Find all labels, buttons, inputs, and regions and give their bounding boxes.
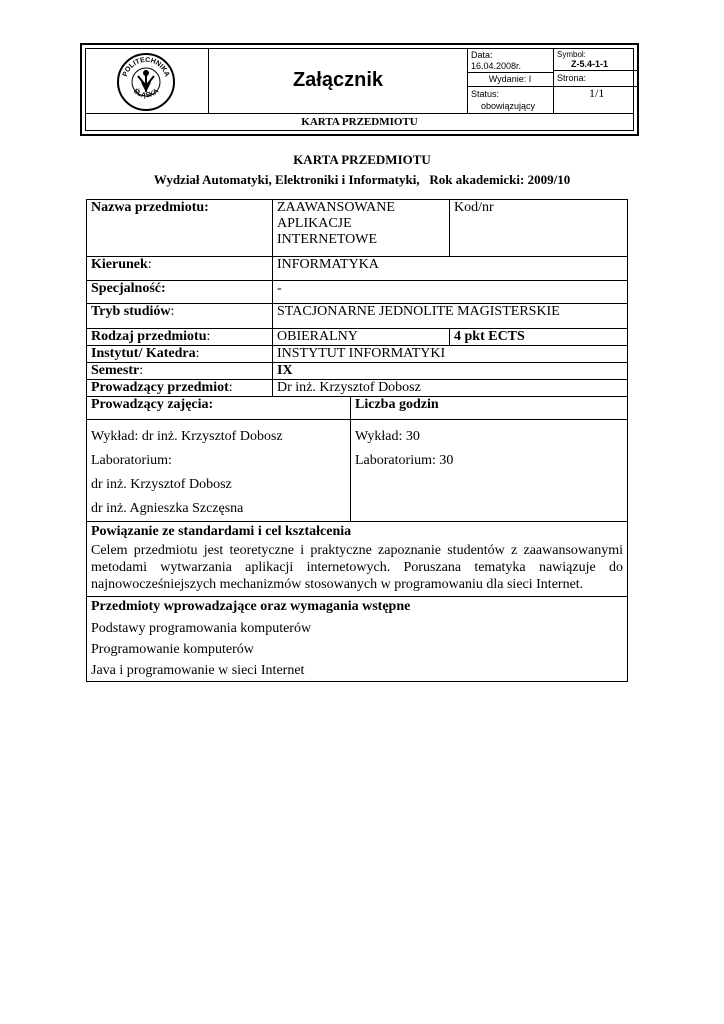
header-divider xyxy=(553,49,554,113)
instructor-item: dr inż. Agnieszka Szczęsna xyxy=(91,501,244,516)
page-label: Strona: xyxy=(557,73,587,83)
date-value: 16.04.2008r. xyxy=(471,61,522,71)
mode-value: STACJONARNE JEDNOLITE MAGISTERSKIE xyxy=(273,304,628,329)
lecturer-label-cell: Prowadzący przedmiot: xyxy=(87,380,273,397)
hours-item: Laboratorium: 30 xyxy=(355,453,454,468)
mode-label: Tryb studiów xyxy=(91,304,171,319)
specialty-label: Specjalność: xyxy=(87,281,273,304)
header-subtitle: KARTA PRZEDMIOTU xyxy=(301,116,418,128)
institute-label-cell: Instytut/ Katedra: xyxy=(87,346,273,363)
row-mode xyxy=(87,304,628,329)
ects-value: 4 pkt ECTS xyxy=(450,329,628,346)
institute-label: Instytut/ Katedra xyxy=(91,346,196,361)
semester-value: IX xyxy=(273,363,628,380)
logo-top-text: POLITECHNIKA xyxy=(121,56,171,78)
hours-label: Liczba godzin xyxy=(351,397,628,420)
row-instructors xyxy=(87,420,628,522)
page-value: 1/1 xyxy=(589,86,605,100)
row-type xyxy=(87,329,628,346)
row-instructors-header xyxy=(87,397,628,420)
instructor-item: dr inż. Krzysztof Dobosz xyxy=(91,477,232,492)
type-value: OBIERALNY xyxy=(273,329,450,346)
header-divider xyxy=(467,72,553,73)
instructor-item: Laboratorium: xyxy=(91,453,172,468)
document-header xyxy=(80,43,639,136)
instructors-list xyxy=(87,420,351,522)
type-label: Rodzaj przedmiotu xyxy=(91,329,207,344)
course-code-label: Kod/nr xyxy=(450,200,628,257)
symbol-value: Z-5.4-1-1 xyxy=(571,59,609,69)
course-name-label: Nazwa przedmiotu: xyxy=(87,200,273,257)
university-logo xyxy=(116,52,176,112)
status-value: obowiązujący xyxy=(481,101,536,111)
instructors-label: Prowadzący zajęcia: xyxy=(87,397,351,420)
date-label: Data: xyxy=(471,50,493,60)
mode-label-cell: Tryb studiów: xyxy=(87,304,273,329)
doc-heading: KARTA PRZEDMIOTU xyxy=(293,152,431,167)
header-inner-frame xyxy=(85,48,634,131)
course-card-table xyxy=(86,199,627,682)
semester-label-cell: Semestr: xyxy=(87,363,273,380)
field-label-cell: Kierunek: xyxy=(87,257,273,281)
lecturer-label: Prowadzący przedmiot xyxy=(91,380,229,395)
institute-value: INSTYTUT INFORMATYKI xyxy=(273,346,628,363)
course-name-text: ZAAWANSOWANE APLIKACJE INTERNETOWE xyxy=(277,200,395,247)
header-divider xyxy=(86,113,633,114)
prereqs-label: Przedmioty wprowadzające oraz wymagania wstępne xyxy=(91,599,411,614)
faculty-line: Wydział Automatyki, Elektroniki i Informatyki, Rok akademicki: 2009/10 xyxy=(153,172,571,187)
header-title: Załącznik xyxy=(292,69,384,91)
header-divider xyxy=(553,70,638,71)
instructor-item: Wykład: dr inż. Krzysztof Dobosz xyxy=(91,429,283,444)
row-goals xyxy=(87,522,628,597)
prereq-item: Programowanie komputerów xyxy=(91,642,254,657)
prereqs-cell xyxy=(87,597,628,682)
status-label: Status: xyxy=(471,89,500,99)
header-divider xyxy=(467,86,638,87)
seal-icon xyxy=(116,52,176,112)
prereq-item: Podstawy programowania komputerów xyxy=(91,621,312,636)
row-prereqs xyxy=(87,597,628,682)
row-semester xyxy=(87,363,628,380)
type-label-cell: Rodzaj przedmiotu: xyxy=(87,329,273,346)
hours-item: Wykład: 30 xyxy=(355,429,420,444)
row-field xyxy=(87,257,628,281)
course-name-value xyxy=(273,200,450,257)
field-value: INFORMATYKA xyxy=(273,257,628,281)
logo-bottom-text: ŚLĄSKA xyxy=(131,87,161,100)
row-specialty xyxy=(87,281,628,304)
goals-cell xyxy=(87,522,628,597)
specialty-value: - xyxy=(273,281,628,304)
symbol-label: Symbol: xyxy=(557,50,586,59)
field-label: Kierunek xyxy=(91,257,148,272)
edition-value: Wydanie: I xyxy=(488,74,532,84)
prereq-item: Java i programowanie w sieci Internet xyxy=(91,663,305,678)
lecturer-value: Dr inż. Krzysztof Dobosz xyxy=(273,380,628,397)
semester-label: Semestr xyxy=(91,363,140,378)
goals-label: Powiązanie ze standardami i cel kształcenia xyxy=(91,524,352,539)
hours-list xyxy=(351,420,628,522)
row-institute xyxy=(87,346,628,363)
row-lecturer xyxy=(87,380,628,397)
goals-text: Celem przedmiotu jest teoretyczne i praktyczne zapoznanie studentów z zaawansowanymi metodami wytwarzania aplikacji internetowych. Poruszana tematyka nawiązuje do najnowocześniejszych mechanizmów stosowanych w programowaniu dla sieci Internet. xyxy=(91,543,623,592)
row-course-name xyxy=(87,200,628,257)
